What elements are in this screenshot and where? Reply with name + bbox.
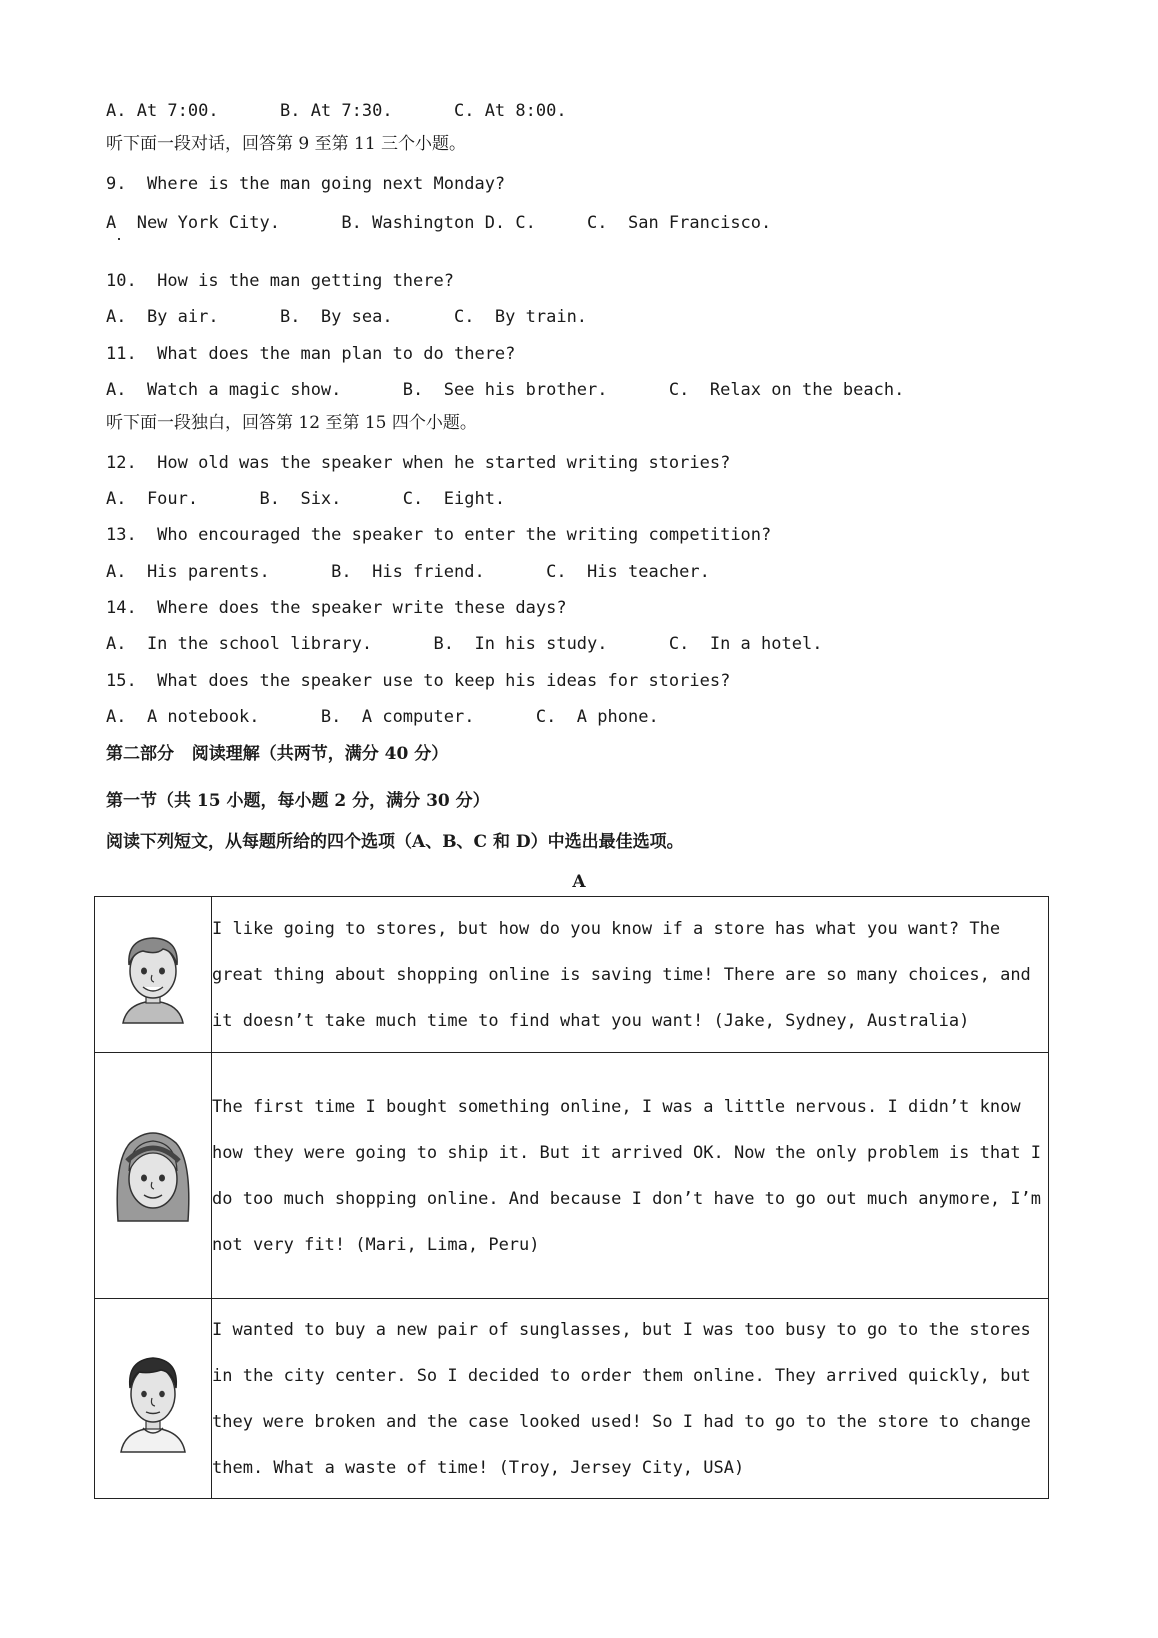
question-12: 12. How old was the speaker when he started writing stories?: [106, 453, 731, 473]
question-13: 13. Who encouraged the speaker to enter the writing competition?: [106, 525, 772, 545]
boy-avatar-icon: [95, 925, 211, 1025]
question-14: 14. Where does the speaker write these days?: [106, 598, 567, 618]
q8-options: A. At 7:00. B. At 7:30. C. At 8:00.: [106, 101, 567, 121]
passage-letter: A: [572, 872, 586, 892]
q10-options: A. By air. B. By sea. C. By train.: [106, 307, 588, 327]
avatar-cell: [95, 1053, 212, 1299]
question-11: 11. What does the man plan to do there?: [106, 344, 516, 364]
reviews-table: [94, 896, 1049, 1499]
section-one-title: 第一节（共 15 小题，每小题 2 分，满分 30 分）: [106, 791, 490, 811]
question-9: 9. Where is the man going next Monday?: [106, 174, 506, 194]
reading-instruction: 阅读下列短文，从每题所给的四个选项（A、B、C 和 D）中选出最佳选项。: [106, 832, 684, 852]
review-row-jake: [95, 897, 1049, 1053]
part-two-title: 第二部分 阅读理解（共两节，满分 40 分）: [106, 744, 449, 764]
instruction-12-15: 听下面一段独白，回答第 12 至第 15 四个小题。: [106, 413, 477, 433]
q14-options: A. In the school library. B. In his study. C. In a hotel.: [106, 634, 823, 654]
girl-avatar-icon: [95, 1121, 211, 1231]
q15-options: A. A notebook. B. A computer. C. A phone.: [106, 707, 659, 727]
review-row-mari: [95, 1053, 1049, 1299]
q12-options: A. Four. B. Six. C. Eight.: [106, 489, 506, 509]
review-row-troy: [95, 1299, 1049, 1499]
man-avatar-icon: [95, 1344, 211, 1454]
avatar-cell: [95, 897, 212, 1053]
avatar-cell: [95, 1299, 212, 1499]
question-10: 10. How is the man getting there?: [106, 271, 454, 291]
stray-mark: [118, 238, 120, 240]
q13-options: A. His parents. B. His friend. C. His teacher.: [106, 562, 710, 582]
review-text: I wanted to buy a new pair of sunglasses, but I was too busy to go to the stores in the city center. So I decided to order them online. They arrived quickly, but they were broken and the case looked used! So I had to go to the store to change them. What a waste of time! (Troy, Jersey City, USA): [212, 1299, 1049, 1499]
review-text: I like going to stores, but how do you know if a store has what you want? The great thing about shopping online is saving time! There are so many choices, and it doesn’t take much time to find what you want! (Jake, Sydney, Australia): [212, 897, 1049, 1053]
q11-options: A. Watch a magic show. B. See his brother. C. Relax on the beach.: [106, 380, 905, 400]
q9-options: A New York City. B. Washington D. C. C. San Francisco.: [106, 213, 772, 233]
review-text: The first time I bought something online, I was a little nervous. I didn’t know how they were going to ship it. But it arrived OK. Now the only problem is that I do too much shopping online. And because I don’t have to go out much anymore, I’m not very fit! (Mari, Lima, Peru): [212, 1053, 1049, 1299]
question-15: 15. What does the speaker use to keep his ideas for stories?: [106, 671, 731, 691]
instruction-9-11: 听下面一段对话，回答第 9 至第 11 三个小题。: [106, 134, 467, 154]
